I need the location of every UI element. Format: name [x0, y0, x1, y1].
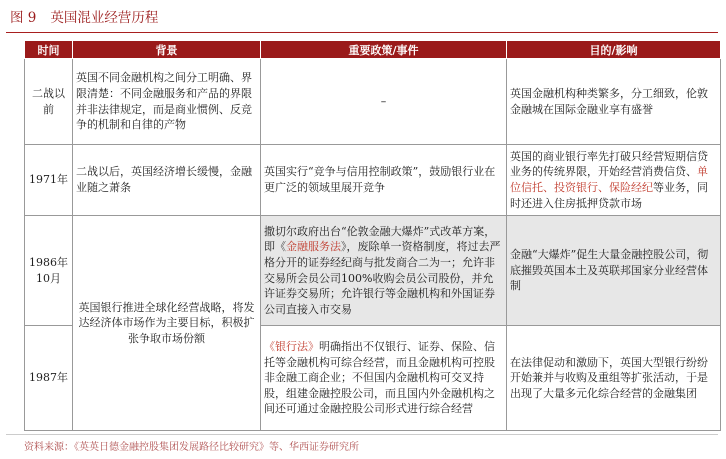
policy-text: 》，废除单一资格制度，将过去严格分开的证券经纪商与批发商合二为一；允许非交易所会员公司100%收购会员公司股份，并允许证券交易所；允许银行等金融机构和外国证券公司直接入市交易 — [264, 240, 501, 316]
figure-title-text: 英国混业经营历程 — [50, 10, 159, 26]
purpose-text: 英国的商业银行率先打破只经营短期信贷业务的传统界限，开始经营消费信贷、 — [510, 149, 708, 179]
header-era: 时间 — [25, 41, 73, 59]
figure-number: 图 9 — [10, 10, 37, 26]
table-row — [25, 216, 721, 326]
table-header-row — [25, 41, 721, 59]
header-background: 背景 — [73, 41, 261, 59]
history-table — [24, 40, 721, 431]
era-cell: 1987年 — [25, 326, 73, 431]
bottom-divider — [6, 434, 718, 435]
policy-cell — [261, 216, 507, 326]
shared-background-cell: 英国银行推进全球化经营战略，将发达经济体市场作为主要目标，积极扩张争取市场份额 — [73, 216, 261, 431]
era-cell: 1986年10月 — [25, 216, 73, 326]
title-divider — [6, 32, 718, 33]
era-cell: 1971年 — [25, 145, 73, 216]
policy-highlight: 金融服务法 — [286, 240, 341, 254]
header-purpose: 目的/影响 — [507, 41, 721, 59]
purpose-highlight: 单位信托、投资银行、保险经纪 — [510, 165, 708, 194]
background-cell: 英国不同金融机构之间分工明确、界限清楚：不同金融服务和产品的界限并非法律规定，而是商业惯例、反竞争的机制和自律的产物 — [73, 59, 261, 145]
source-note: 资料来源：《英英日德金融控股集团发展路径比较研究》等、华西证券研究所 — [24, 442, 359, 453]
header-policy: 重要政策/事件 — [261, 41, 507, 59]
policy-highlight: 《银行法》 — [264, 339, 319, 353]
purpose-cell: 英国金融机构种类繁多，分工细致，伦敦金融城在国际金融业享有盛誉 — [507, 59, 721, 145]
policy-cell: 英国实行“竞争与信用控制政策”，鼓励银行业在更广泛的领域里展开竞争 — [261, 145, 507, 216]
purpose-cell — [507, 145, 721, 216]
policy-text: 明确指出不仅银行、证券、保险、信托等金融机构可综合经营，而且金融机构可控股非金融工商企业；不但国内金融机构可交叉持股，组建金融控股公司，而且国内外金融机构之间还可通过金融控股公司形式进行综合经营 — [264, 339, 495, 416]
era-cell: 二战以前 — [25, 59, 73, 145]
purpose-text: 等业务，同时还进入住房抵押贷款市场 — [510, 181, 708, 210]
policy-cell: – — [261, 59, 507, 145]
policy-cell — [261, 326, 507, 431]
purpose-cell: 金融“大爆炸”促生大量金融控股公司，彻底摧毁英国本土及英联邦国家分业经营体制 — [507, 216, 721, 326]
background-cell: 二战以后，英国经济增长缓慢，金融业随之萧条 — [73, 145, 261, 216]
policy-text: 撒切尔政府出台“伦敦金融大爆炸”式改革方案，即《 — [264, 224, 496, 254]
table-row — [25, 59, 721, 145]
figure-title — [10, 5, 158, 31]
purpose-cell: 在法律促动和激励下，英国大型银行纷纷开始兼并与收购及重组等扩张活动，于是出现了大量多元化综合经营的金融集团 — [507, 326, 721, 431]
table-row — [25, 145, 721, 216]
